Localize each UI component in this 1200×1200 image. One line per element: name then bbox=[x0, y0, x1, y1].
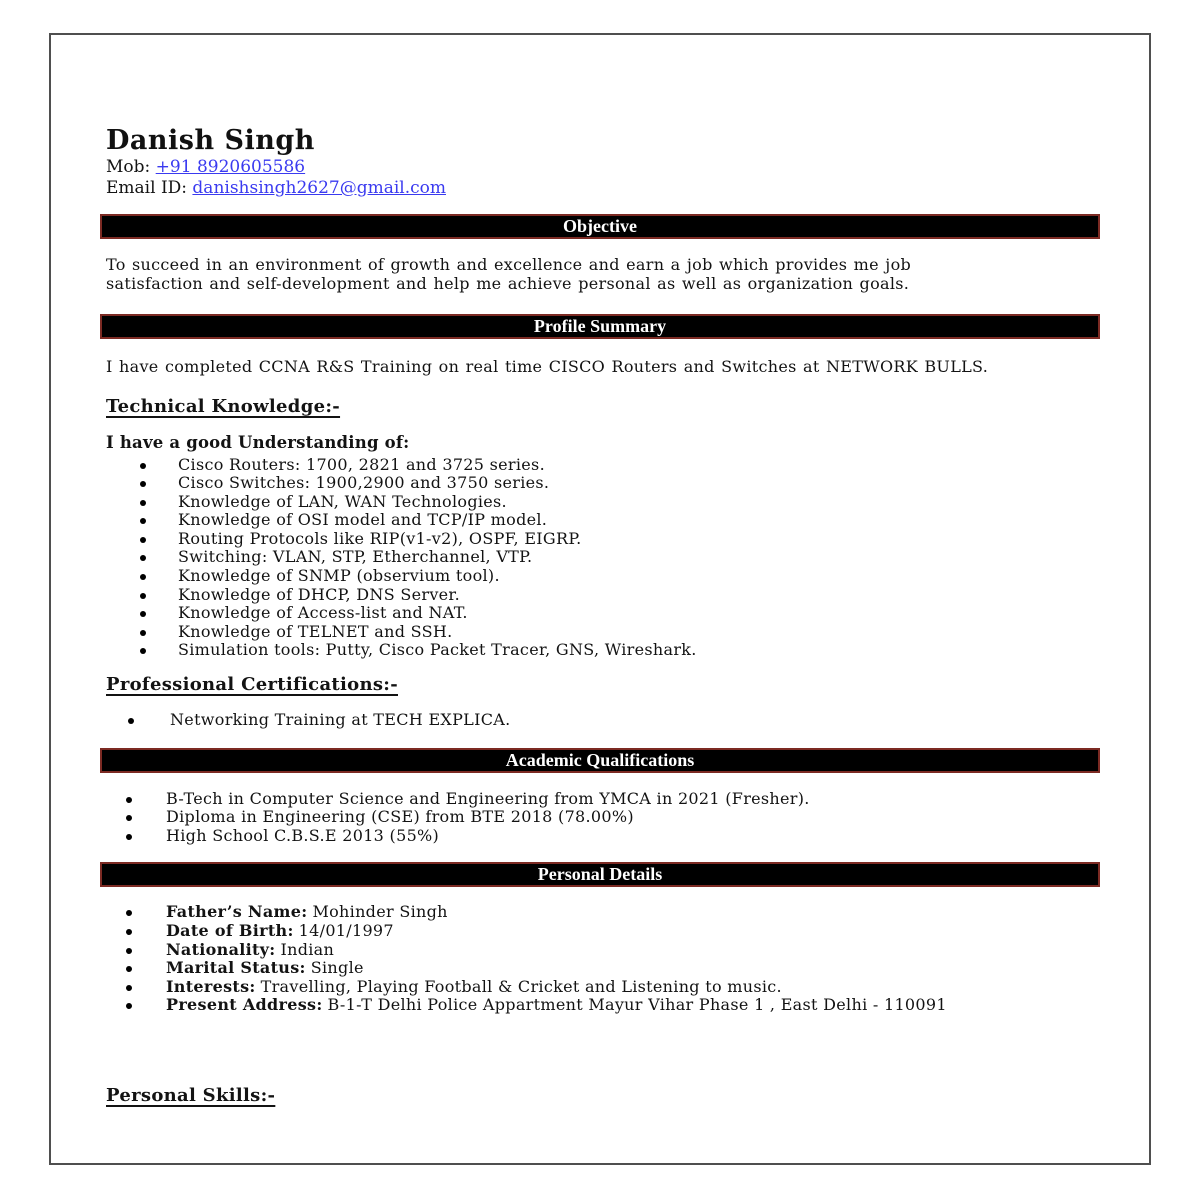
personal-details-list bbox=[100, 903, 1100, 1015]
certification-item: Networking Training at TECH EXPLICA. bbox=[100, 711, 1100, 730]
personal-detail-value: Travelling, Playing Football & Cricket and Listening to music. bbox=[260, 976, 782, 996]
resume-page bbox=[49, 33, 1151, 1165]
personal-detail-value: 14/01/1997 bbox=[298, 921, 394, 940]
personal-detail-label: Present Address: bbox=[166, 995, 323, 1015]
academic-item: B-Tech in Computer Science and Engineering from YMCA in 2021 (Fresher). bbox=[100, 790, 1100, 809]
technical-knowledge-heading: Technical Knowledge:- bbox=[106, 395, 341, 417]
profile-summary-text: I have completed CCNA R&S Training on real time CISCO Routers and Switches at NETWORK BULLS. bbox=[106, 357, 989, 376]
personal-detail-value: Single bbox=[310, 958, 364, 978]
email-link[interactable]: danishsingh2627@gmail.com bbox=[192, 178, 446, 198]
personal-skills-heading: Personal Skills:- bbox=[106, 1084, 276, 1106]
personal-detail-value: Indian bbox=[280, 939, 335, 959]
personal-detail-item bbox=[100, 903, 1100, 922]
resume-content bbox=[100, 35, 1100, 1107]
personal-detail-item bbox=[100, 996, 1100, 1015]
email-line bbox=[100, 178, 1100, 199]
academic-item: High School C.B.S.E 2013 (55%) bbox=[100, 827, 1100, 846]
objective-text: To succeed in an environment of growth and excellence and earn a job which provides me job satisfaction and self-development and help me achieve personal as well as organization goals. bbox=[106, 255, 912, 293]
academic-item: Diploma in Engineering (CSE) from BTE 2018 (78.00%) bbox=[100, 808, 1100, 827]
understanding-subheading: I have a good Understanding of: bbox=[106, 432, 410, 452]
personal-detail-label: Nationality: bbox=[166, 939, 276, 959]
technical-knowledge-item: Knowledge of SNMP (observium tool). bbox=[100, 567, 1100, 586]
mobile-line bbox=[100, 157, 1100, 178]
technical-knowledge-item: Cisco Switches: 1900,2900 and 3750 series. bbox=[100, 474, 1100, 493]
section-bar-profile-summary: Profile Summary bbox=[100, 314, 1100, 339]
technical-knowledge-item: Knowledge of Access-list and NAT. bbox=[100, 604, 1100, 623]
technical-knowledge-item: Routing Protocols like RIP(v1-v2), OSPF, EIGRP. bbox=[100, 530, 1100, 549]
personal-detail-item bbox=[100, 922, 1100, 941]
personal-detail-item bbox=[100, 959, 1100, 978]
email-label: Email ID: bbox=[106, 178, 188, 198]
technical-knowledge-item: Switching: VLAN, STP, Etherchannel, VTP. bbox=[100, 548, 1100, 567]
personal-detail-value: Mohinder Singh bbox=[312, 902, 448, 922]
personal-detail-label: Interests: bbox=[166, 976, 256, 996]
certifications-list bbox=[100, 711, 1100, 730]
technical-knowledge-item: Simulation tools: Putty, Cisco Packet Tracer, GNS, Wireshark. bbox=[100, 641, 1100, 660]
section-bar-personal-details: Personal Details bbox=[100, 862, 1100, 887]
mobile-label: Mob: bbox=[106, 157, 151, 177]
person-name: Danish Singh bbox=[106, 125, 315, 156]
academic-list bbox=[100, 790, 1100, 846]
personal-detail-value: B-1-T Delhi Police Appartment Mayur Vihar Phase 1 , East Delhi - 110091 bbox=[327, 995, 947, 1015]
technical-knowledge-item: Knowledge of DHCP, DNS Server. bbox=[100, 586, 1100, 605]
technical-knowledge-item: Knowledge of LAN, WAN Technologies. bbox=[100, 493, 1100, 512]
technical-knowledge-item: Knowledge of OSI model and TCP/IP model. bbox=[100, 511, 1100, 530]
technical-knowledge-item: Knowledge of TELNET and SSH. bbox=[100, 623, 1100, 642]
section-bar-academic: Academic Qualifications bbox=[100, 748, 1100, 773]
personal-detail-item bbox=[100, 978, 1100, 997]
personal-detail-label: Marital Status: bbox=[166, 958, 306, 978]
personal-detail-label: Date of Birth: bbox=[166, 921, 294, 940]
personal-detail-item bbox=[100, 941, 1100, 960]
personal-detail-label: Father’s Name: bbox=[166, 902, 308, 922]
technical-knowledge-list bbox=[100, 456, 1100, 661]
technical-knowledge-item: Cisco Routers: 1700, 2821 and 3725 series. bbox=[100, 456, 1100, 475]
certifications-heading: Professional Certifications:- bbox=[106, 674, 398, 696]
mobile-link[interactable]: +91 8920605586 bbox=[155, 157, 306, 177]
section-bar-objective: Objective bbox=[100, 214, 1100, 239]
